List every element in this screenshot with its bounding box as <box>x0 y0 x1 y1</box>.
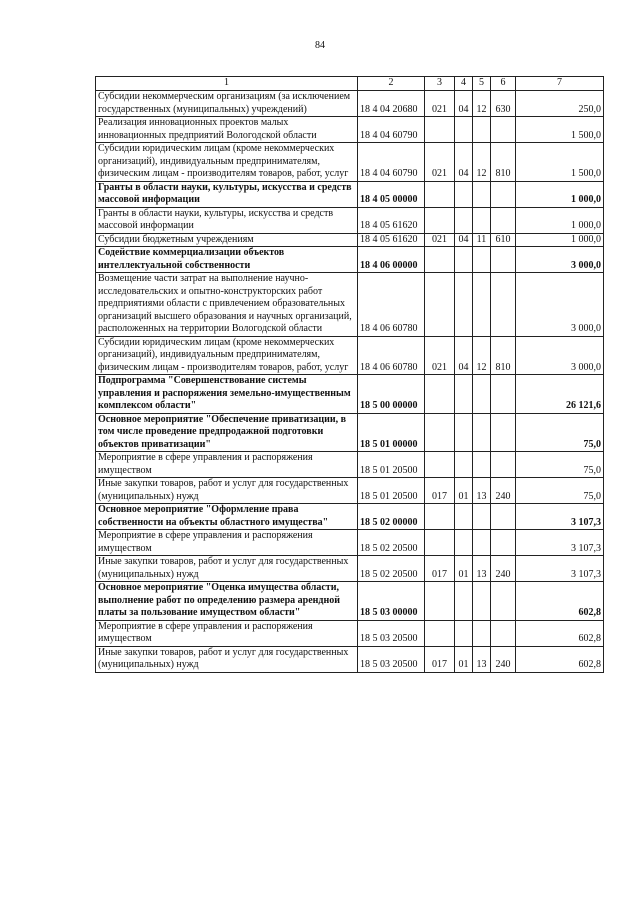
header-row <box>96 77 604 91</box>
table-row <box>96 91 604 117</box>
header-cell: 2 <box>358 77 425 91</box>
section-code-cell: 04 <box>455 143 473 182</box>
department-code-cell <box>425 181 455 207</box>
department-code-cell <box>425 620 455 646</box>
item-name-cell: Субсидии некоммерческим организациям (за исключением государственных (муниципальных) учреждений) <box>96 91 358 117</box>
amount-cell: 75,0 <box>516 413 604 452</box>
amount-cell: 26 121,6 <box>516 375 604 414</box>
section-code-cell: 01 <box>455 556 473 582</box>
table-row <box>96 117 604 143</box>
budget-table <box>95 76 604 673</box>
subsection-code-cell: 11 <box>473 233 491 247</box>
amount-cell: 75,0 <box>516 452 604 478</box>
department-code-cell: 017 <box>425 556 455 582</box>
expense-type-code-cell <box>491 375 516 414</box>
expense-type-code-cell <box>491 117 516 143</box>
subsection-code-cell: 13 <box>473 646 491 672</box>
target-article-code-cell: 18 5 01 00000 <box>358 413 425 452</box>
subsection-code-cell <box>473 117 491 143</box>
section-code-cell <box>455 207 473 233</box>
department-code-cell <box>425 452 455 478</box>
amount-cell: 3 000,0 <box>516 336 604 375</box>
amount-cell: 602,8 <box>516 646 604 672</box>
table-row <box>96 504 604 530</box>
expense-type-code-cell: 630 <box>491 91 516 117</box>
subsection-code-cell <box>473 452 491 478</box>
subsection-code-cell <box>473 504 491 530</box>
expense-type-code-cell: 810 <box>491 143 516 182</box>
table-row <box>96 247 604 273</box>
department-code-cell: 021 <box>425 91 455 117</box>
section-code-cell <box>455 504 473 530</box>
target-article-code-cell: 18 4 05 61620 <box>358 233 425 247</box>
table-row <box>96 556 604 582</box>
target-article-code-cell: 18 5 00 00000 <box>358 375 425 414</box>
amount-cell: 3 107,3 <box>516 530 604 556</box>
table-row <box>96 530 604 556</box>
amount-cell: 602,8 <box>516 620 604 646</box>
target-article-code-cell: 18 4 06 60780 <box>358 336 425 375</box>
subsection-code-cell <box>473 247 491 273</box>
subsection-code-cell <box>473 207 491 233</box>
amount-cell: 250,0 <box>516 91 604 117</box>
expense-type-code-cell: 240 <box>491 478 516 504</box>
target-article-code-cell: 18 4 05 00000 <box>358 181 425 207</box>
expense-type-code-cell <box>491 530 516 556</box>
subsection-code-cell <box>473 413 491 452</box>
section-code-cell <box>455 452 473 478</box>
expense-type-code-cell <box>491 273 516 337</box>
item-name-cell: Мероприятие в сфере управления и распоряжения имуществом <box>96 530 358 556</box>
amount-cell: 1 000,0 <box>516 233 604 247</box>
item-name-cell: Субсидии юридическим лицам (кроме некоммерческих организаций), индивидуальным предпринимателям, физическим лицам - производителям товаров, работ, услуг <box>96 143 358 182</box>
amount-cell: 3 000,0 <box>516 273 604 337</box>
department-code-cell: 017 <box>425 478 455 504</box>
subsection-code-cell <box>473 582 491 621</box>
department-code-cell <box>425 582 455 621</box>
section-code-cell <box>455 273 473 337</box>
department-code-cell <box>425 375 455 414</box>
item-name-cell: Основное мероприятие "Обеспечение приватизации, в том числе проведение предпродажной подготовки объектов приватизации" <box>96 413 358 452</box>
item-name-cell: Подпрограмма "Совершенствование системы управления и распоряжения земельно-имущественным комплексом области" <box>96 375 358 414</box>
amount-cell: 602,8 <box>516 582 604 621</box>
table-row <box>96 413 604 452</box>
department-code-cell <box>425 530 455 556</box>
section-code-cell <box>455 620 473 646</box>
table-row <box>96 582 604 621</box>
expense-type-code-cell: 240 <box>491 646 516 672</box>
section-code-cell: 01 <box>455 646 473 672</box>
expense-type-code-cell <box>491 582 516 621</box>
table-row <box>96 336 604 375</box>
subsection-code-cell: 13 <box>473 478 491 504</box>
section-code-cell: 01 <box>455 478 473 504</box>
section-code-cell: 04 <box>455 336 473 375</box>
header-cell: 3 <box>425 77 455 91</box>
item-name-cell: Иные закупки товаров, работ и услуг для государственных (муниципальных) нужд <box>96 646 358 672</box>
item-name-cell: Гранты в области науки, культуры, искусства и средств массовой информации <box>96 181 358 207</box>
table-row <box>96 273 604 337</box>
section-code-cell <box>455 247 473 273</box>
target-article-code-cell: 18 4 04 20680 <box>358 91 425 117</box>
table-row <box>96 375 604 414</box>
subsection-code-cell: 12 <box>473 336 491 375</box>
subsection-code-cell <box>473 530 491 556</box>
table-row <box>96 452 604 478</box>
target-article-code-cell: 18 4 06 00000 <box>358 247 425 273</box>
section-code-cell <box>455 530 473 556</box>
target-article-code-cell: 18 5 01 20500 <box>358 452 425 478</box>
target-article-code-cell: 18 5 01 20500 <box>358 478 425 504</box>
table-row <box>96 478 604 504</box>
subsection-code-cell: 13 <box>473 556 491 582</box>
target-article-code-cell: 18 5 02 00000 <box>358 504 425 530</box>
target-article-code-cell: 18 5 02 20500 <box>358 556 425 582</box>
amount-cell: 1 500,0 <box>516 143 604 182</box>
expense-type-code-cell <box>491 413 516 452</box>
department-code-cell: 021 <box>425 336 455 375</box>
amount-cell: 1 500,0 <box>516 117 604 143</box>
header-cell: 5 <box>473 77 491 91</box>
department-code-cell <box>425 207 455 233</box>
table-row <box>96 646 604 672</box>
subsection-code-cell <box>473 620 491 646</box>
target-article-code-cell: 18 4 05 61620 <box>358 207 425 233</box>
amount-cell: 3 000,0 <box>516 247 604 273</box>
target-article-code-cell: 18 4 06 60780 <box>358 273 425 337</box>
item-name-cell: Субсидии бюджетным учреждениям <box>96 233 358 247</box>
item-name-cell: Иные закупки товаров, работ и услуг для государственных (муниципальных) нужд <box>96 478 358 504</box>
item-name-cell: Содействие коммерциализации объектов интеллектуальной собственности <box>96 247 358 273</box>
amount-cell: 1 000,0 <box>516 181 604 207</box>
expense-type-code-cell <box>491 207 516 233</box>
item-name-cell: Возмещение части затрат на выполнение научно-исследовательских и опытно-конструкторских работ предприятиями области с привлечением образовательных организаций высшего образования и научных организаций, расположенных на территории Вологодской области <box>96 273 358 337</box>
amount-cell: 75,0 <box>516 478 604 504</box>
table-row <box>96 181 604 207</box>
department-code-cell <box>425 413 455 452</box>
section-code-cell: 04 <box>455 91 473 117</box>
item-name-cell: Реализация инновационных проектов малых инновационных предприятий Вологодской области <box>96 117 358 143</box>
item-name-cell: Мероприятие в сфере управления и распоряжения имуществом <box>96 620 358 646</box>
table-row <box>96 143 604 182</box>
department-code-cell: 021 <box>425 233 455 247</box>
section-code-cell <box>455 375 473 414</box>
expense-type-code-cell <box>491 181 516 207</box>
section-code-cell <box>455 117 473 143</box>
header-cell: 4 <box>455 77 473 91</box>
subsection-code-cell <box>473 375 491 414</box>
expense-type-code-cell: 610 <box>491 233 516 247</box>
subsection-code-cell: 12 <box>473 143 491 182</box>
item-name-cell: Мероприятие в сфере управления и распоряжения имуществом <box>96 452 358 478</box>
department-code-cell: 017 <box>425 646 455 672</box>
target-article-code-cell: 18 5 02 20500 <box>358 530 425 556</box>
header-cell: 6 <box>491 77 516 91</box>
header-cell: 7 <box>516 77 604 91</box>
target-article-code-cell: 18 4 04 60790 <box>358 117 425 143</box>
expense-type-code-cell <box>491 247 516 273</box>
section-code-cell <box>455 582 473 621</box>
target-article-code-cell: 18 5 03 20500 <box>358 646 425 672</box>
item-name-cell: Иные закупки товаров, работ и услуг для государственных (муниципальных) нужд <box>96 556 358 582</box>
target-article-code-cell: 18 5 03 00000 <box>358 582 425 621</box>
section-code-cell <box>455 413 473 452</box>
expense-type-code-cell: 240 <box>491 556 516 582</box>
expense-type-code-cell <box>491 452 516 478</box>
department-code-cell <box>425 273 455 337</box>
page-number: 84 <box>315 40 325 51</box>
target-article-code-cell: 18 4 04 60790 <box>358 143 425 182</box>
amount-cell: 3 107,3 <box>516 556 604 582</box>
amount-cell: 3 107,3 <box>516 504 604 530</box>
header-cell: 1 <box>96 77 358 91</box>
table-row <box>96 620 604 646</box>
item-name-cell: Гранты в области науки, культуры, искусства и средств массовой информации <box>96 207 358 233</box>
subsection-code-cell <box>473 273 491 337</box>
table-row <box>96 233 604 247</box>
subsection-code-cell: 12 <box>473 91 491 117</box>
item-name-cell: Основное мероприятие "Оценка имущества области, выполнение работ по определению размера арендной платы за пользование имуществом области" <box>96 582 358 621</box>
expense-type-code-cell <box>491 504 516 530</box>
department-code-cell: 021 <box>425 143 455 182</box>
department-code-cell <box>425 117 455 143</box>
expense-type-code-cell: 810 <box>491 336 516 375</box>
amount-cell: 1 000,0 <box>516 207 604 233</box>
section-code-cell <box>455 181 473 207</box>
section-code-cell: 04 <box>455 233 473 247</box>
target-article-code-cell: 18 5 03 20500 <box>358 620 425 646</box>
expense-type-code-cell <box>491 620 516 646</box>
item-name-cell: Субсидии юридическим лицам (кроме некоммерческих организаций), индивидуальным предпринимателям, физическим лицам - производителям товаров, работ, услуг <box>96 336 358 375</box>
department-code-cell <box>425 504 455 530</box>
table-row <box>96 207 604 233</box>
subsection-code-cell <box>473 181 491 207</box>
item-name-cell: Основное мероприятие "Оформление права собственности на объекты областного имущества" <box>96 504 358 530</box>
department-code-cell <box>425 247 455 273</box>
